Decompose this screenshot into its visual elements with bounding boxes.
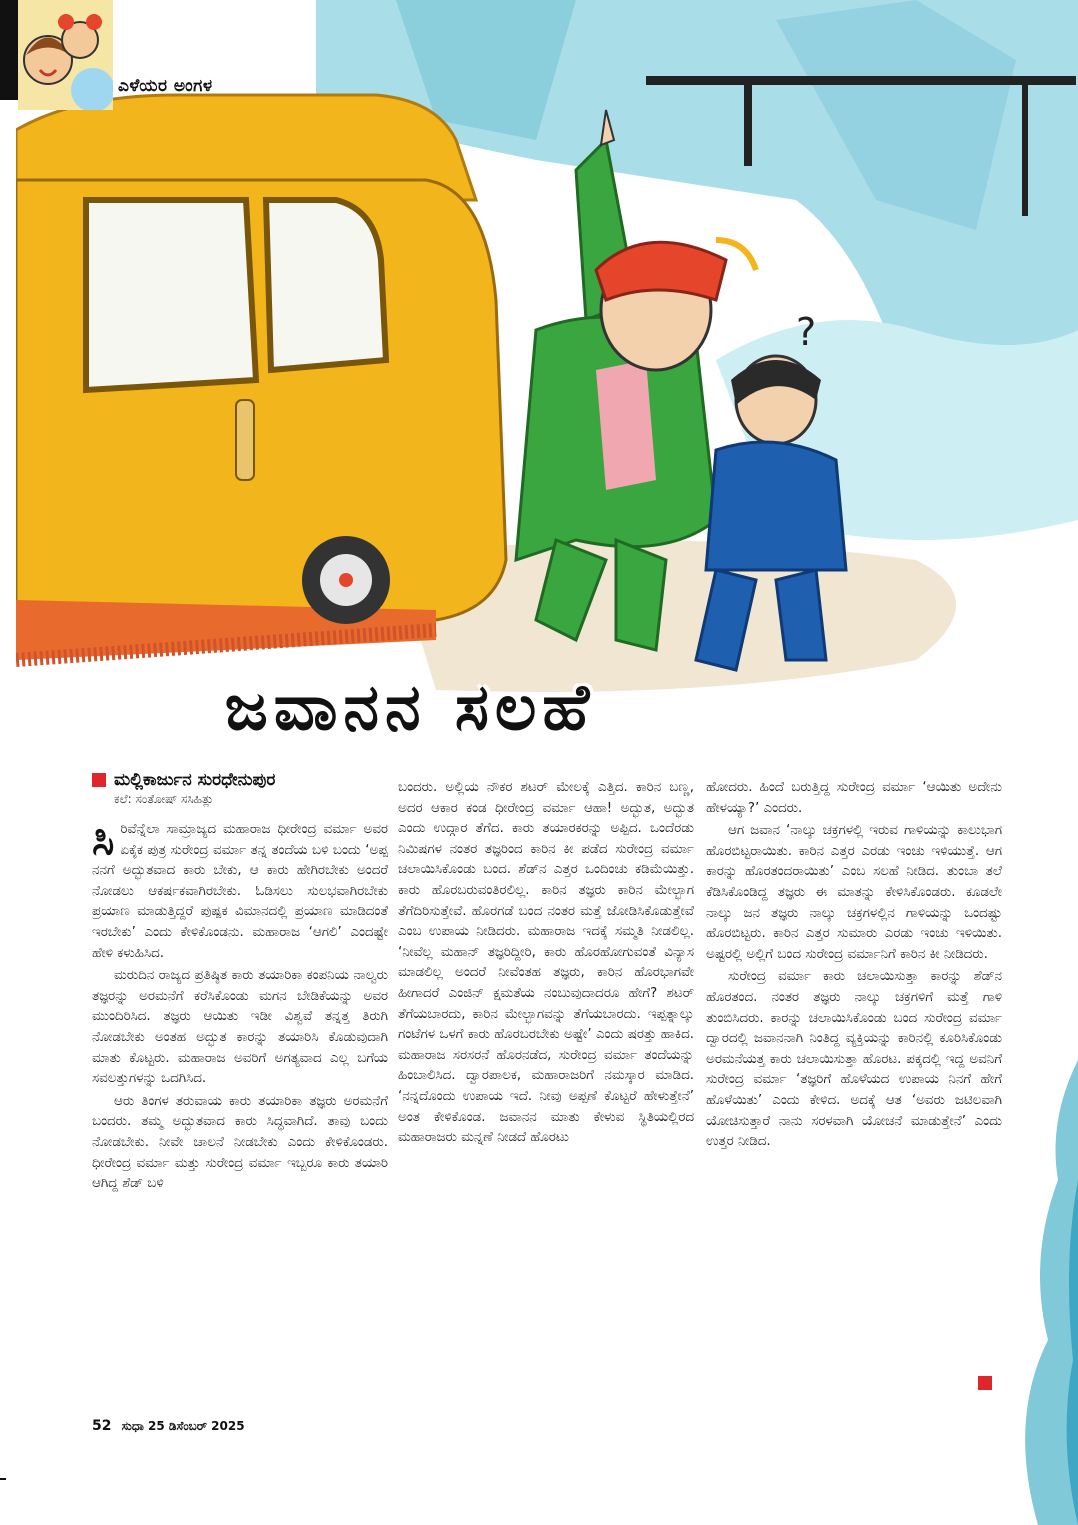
article-column-2	[398, 778, 694, 1151]
author-name: ಮಲ್ಲಿಕಾರ್ಜುನ ಸುರಧೇನುಪುರ	[114, 770, 276, 790]
byline-marker	[92, 773, 106, 787]
paragraph: ಮರುದಿನ ರಾಜ್ಯದ ಪ್ರತಿಷ್ಠಿತ ಕಾರು ತಯಾರಿಕಾ ಕಂಪನಿಯ ನಾಲ್ವರು ತಜ್ಞರನ್ನು ಅರಮನೆಗೆ ಕರೆಸಿಕೊಂಡು ಮಗನ ಬೇಡಿಕೆಯನ್ನು ಅವರ ಮುಂದಿರಿಸಿದ. ತಜ್ಞರು ಆಯಿತು ಇಡೀ ವಿಶ್ವವೆ ತನ್ನತ್ತ ತಿರುಗಿ ನೋಡಬೇಕು ಅಂತಹ ಅದ್ಭುತ ಕಾರನ್ನು ತಯಾರಿಸಿ ಕೊಡುವುದಾಗಿ ಮಾತು ಕೊಟ್ಟರು. ಮಹಾರಾಜ ಅವರಿಗೆ ಅಗತ್ಯವಾದ ಎಲ್ಲ ಬಗೆಯ ಸವಲತ್ತುಗಳನ್ನು ಒದಗಿಸಿದ.	[92, 968, 388, 1087]
article-column-1	[92, 815, 388, 1197]
art-credit: ಕಲೆ: ಸಂತೋಷ್ ಸಸಿಹಿತ್ಲು	[114, 792, 214, 806]
story-illustration	[16, 0, 1078, 745]
byline	[92, 770, 382, 807]
paragraph: ಹೋದರು. ಹಿಂದೆ ಬರುತ್ತಿದ್ದ ಸುರೇಂದ್ರ ವರ್ಮಾ ‘ಆಯಿತು ಅದೇನು ಹೇಳಯ್ಯಾ?’ ಎಂದರು.	[706, 780, 1002, 816]
crop-mark	[0, 1478, 6, 1480]
paragraph: ಸುರೇಂದ್ರ ವರ್ಮಾ ಕಾರು ಚಲಾಯಿಸುತ್ತಾ ಕಾರನ್ನು ಶೆಡ್‌ನ ಹೊರತಂದ. ನಂತರ ತಜ್ಞರು ನಾಲ್ಕು ಚಕ್ರಗಳಿಗೆ ಮತ್ತೆ ಗಾಳಿ ತುಂಬಿಸಿದರು. ಕಾರನ್ನು ಚಲಾಯಿಸಿಕೊಂಡು ಬಂದ ಸುರೇಂದ್ರ ವರ್ಮಾ ದ್ವಾರದಲ್ಲಿ ಜವಾನನಾಗಿ ನಿಂತಿದ್ದ ವ್ಯಕ್ತಿಯನ್ನು ಕಾರಿನಲ್ಲಿ ಕೂರಿಸಿಕೊಂಡು ಅರಮನೆಯತ್ತ ಕಾರು ಚಲಾಯಿಸುತ್ತಾ ಹೊರಟ. ಪಕ್ಕದಲ್ಲಿ ಇದ್ದ ಅವನಿಗೆ ಸುರೇಂದ್ರ ವರ್ಮಾ ‘ತಜ್ಞರಿಗೆ ಹೊಳೆಯದ ಉಪಾಯ ನಿನಗೆ ಹೇಗೆ ಹೊಳೆಯಿತು’ ಎಂದು ಕೇಳಿದ. ಅದಕ್ಕೆ ಆತ ‘ಅವರು ಜಟಿಲವಾಗಿ ಯೋಚಿಸುತ್ತಾರೆ ನಾನು ಸರಳವಾಗಿ ಯೋಚನೆ ಮಾಡುತ್ತೇನೆ’ ಎಂದು ಉತ್ತರ ನೀಡಿದ.	[706, 969, 1002, 1150]
page-footer	[92, 1418, 245, 1434]
story-title: ಜವಾನನ ಸಲಹೆ	[224, 670, 596, 745]
article-column-3	[706, 778, 1002, 1155]
kids-section-logo	[18, 0, 113, 110]
svg-text:?: ?	[796, 310, 817, 354]
paragraph	[92, 815, 388, 964]
corner-black-tab	[0, 0, 18, 100]
section-label: ಎಳೆಯರ ಅಂಗಳ	[118, 76, 213, 96]
drop-cap: ಸಿ	[92, 815, 115, 864]
paragraph-text: ರಿವೆನ್ನೆಲಾ ಸಾಮ್ರಾಜ್ಯದ ಮಹಾರಾಜ ಧೀರೇಂದ್ರ ವರ್ಮಾ ಅವರ ಏಕೈಕ ಪುತ್ರ ಸುರೇಂದ್ರ ವರ್ಮಾ ತನ್ನ ತಂದೆಯ ಬಳಿ ಬಂದು ‘ಅಪ್ಪ ನನಗೆ ಅದ್ಭುತವಾದ ಕಾರು ಬೇಕು, ಆ ಕಾರು ಹೇಗಿರಬೇಕು ಅಂದರೆ ನೋಡಲು ಆಕರ್ಷಕವಾಗಿರಬೇಕು. ಓಡಿಸಲು ಸುಲಭವಾಗಿರಬೇಕು ಪ್ರಯಾಣ ಮಾಡುತ್ತಿದ್ದರೆ ಪುಷ್ಪಕ ವಿಮಾನದಲ್ಲಿ ಪ್ರಯಾಣ ಮಾಡಿದಂತೆ ಇರಬೇಕು’ ಎಂದು ಕೇಳಿಕೊಂಡನು. ಮಹಾರಾಜ ‘ಆಗಲಿ’ ಎಂದಷ್ಟೇ ಹೇಳಿ ಕಳುಹಿಸಿದ.	[92, 822, 388, 961]
magazine-issue: ಸುಧಾ 25 ಡಿಸೆಂಬರ್ 2025	[121, 1419, 245, 1433]
page-number: 52	[92, 1418, 112, 1434]
paragraph: ಆರು ತಿಂಗಳ ತರುವಾಯ ಕಾರು ತಯಾರಿಕಾ ತಜ್ಞರು ಅರಮನೆಗೆ ಬಂದರು. ತಮ್ಮ ಅದ್ಭುತವಾದ ಕಾರು ಸಿದ್ಧವಾಗಿದೆ. ತಾವು ಬಂದು ನೋಡಬೇಕು. ನೀವೇ ಚಾಲನೆ ನೀಡಬೇಕು ಎಂದು ಕೇಳಿಕೊಂಡರು. ಧೀರೇಂದ್ರ ವರ್ಮಾ ಮತ್ತು ಸುರೇಂದ್ರ ವರ್ಮಾ ಇಬ್ಬರೂ ಕಾರು ತಯಾರಿ ಆಗಿದ್ದ ಶೆಡ್ ಬಳಿ	[92, 1093, 388, 1192]
page-edge-decoration	[988, 1060, 1078, 1525]
paragraph: ಬಂದರು. ಅಲ್ಲಿಯ ನೌಕರ ಶಟರ್ ಮೇಲಕ್ಕೆ ಎತ್ತಿದ. ಕಾರಿನ ಬಣ್ಣ, ಅದರ ಆಕಾರ ಕಂಡ ಧೀರೇಂದ್ರ ವರ್ಮಾ ಆಹಾ! ಅದ್ಭುತ, ಅದ್ಭುತ ಎಂದು ಉದ್ಗಾರ ತೆಗೆದ. ಕಾರು ತಯಾರಕರನ್ನು ಅಪ್ಪಿದ. ಒಂದೆರಡು ನಿಮಿಷಗಳ ನಂತರ ತಜ್ಞರಿಂದ ಕಾರಿನ ಕೀ ಪಡೆದ ಸುರೇಂದ್ರ ವರ್ಮಾ ಚಲಾಯಿಸಿಕೊಂಡು ಬಂದ. ಶೆಡ್‌ನ ಎತ್ತರ ಒಂದಿಂಚು ಕಡಿಮೆಯಿತ್ತು. ಕಾರು ಹೊರಬರುವಂತಿರಲಿಲ್ಲ. ಕಾರಿನ ತಜ್ಞರು ಕಾರಿನ ಮೇಲ್ಭಾಗ ತೆಗೆದಿರಿಸುತ್ತೇವೆ. ಹೊರಗಡೆ ಬಂದ ನಂತರ ಮತ್ತೆ ಜೋಡಿಸಿಕೊಡುತ್ತೇವೆ ಎಂಬ ಉಪಾಯ ನೀಡಿದರು. ಮಹಾರಾಜ ಇದಕ್ಕೆ ಸಮ್ಮತಿ ನೀಡಲಿಲ್ಲ. ‘ನೀವೆಲ್ಲ ಮಹಾನ್ ತಜ್ಞರಿದ್ದೀರಿ, ಕಾರು ಹೊರಹೋಗುವಂತೆ ವಿನ್ಯಾಸ ಮಾಡಲಿಲ್ಲ ಅಂದರೆ ನೀವೆಂತಹ ತಜ್ಞರು, ಕಾರಿನ ಹೊರಭಾಗವೇ ಹೀಗಾದರೆ ಎಂಜಿನ್ ಕ್ಷಮತೆಯ ನಂಬುವುದಾದರೂ ಹೇಗೆ? ಶಟರ್ ತೆಗೆಯಬಾರದು, ಕಾರಿನ ಮೇಲ್ಭಾಗವನ್ನು ತೆಗೆಯಬಾರದು. ಇಪ್ಪತ್ನಾಲ್ಕು ಗಂಟೆಗಳ ಒಳಗೆ ಕಾರು ಹೊರಬರಬೇಕು ಅಷ್ಟೇ’ ಎಂದು ಷರತ್ತು ಹಾಕಿದ. ಮಹಾರಾಜ ಸರಸರನೆ ಹೊರನಡೆದ, ಸುರೇಂದ್ರ ವರ್ಮಾ ತಂದೆಯನ್ನು ಹಿಂಬಾಲಿಸಿದ. ದ್ವಾರಪಾಲಕ, ಮಹಾರಾಜರಿಗೆ ನಮಸ್ಕಾರ ಮಾಡಿದ. ‘ನನ್ನದೊಂದು ಉಪಾಯ ಇದೆ. ನೀವು ಅಪ್ಪಣೆ ಕೊಟ್ಟರೆ ಹೇಳುತ್ತೇನೆ’ ಅಂತ ಕೇಳಿಕೊಂಡ. ಜವಾನನ ಮಾತು ಕೇಳುವ ಸ್ಥಿತಿಯಲ್ಲಿರದ ಮಹಾರಾಜರು ಮನ್ನಣೆ ನೀಡದೆ ಹೊರಟು	[398, 780, 694, 1146]
paragraph: ಆಗ ಜವಾನ ‘ನಾಲ್ಕು ಚಕ್ರಗಳಲ್ಲಿ ಇರುವ ಗಾಳಿಯನ್ನು ಕಾಲುಭಾಗ ಹೊರಬಿಟ್ಟರಾಯಿತು. ಕಾರಿನ ಎತ್ತರ ಎರಡು ಇಂಚು ಇಳಿಯುತ್ತೆ. ಆಗ ಕಾರನ್ನು ಹೊರತಂದರಾಯಿತು’ ಎಂಬ ಸಲಹೆ ನೀಡಿದ. ತುಂಬಾ ತಲೆ ಕೆಡಿಸಿಕೊಂಡಿದ್ದ ತಜ್ಞರು ಈ ಮಾತನ್ನು ಕೇಳಿಸಿಕೊಂಡರು. ಕೂಡಲೇ ನಾಲ್ಕು ಜನ ತಜ್ಞರು ನಾಲ್ಕು ಚಕ್ರಗಳಲ್ಲಿನ ಗಾಳಿಯನ್ನು ಒಂದಷ್ಟು ಹೊರಬಿಟ್ಟರು. ಕಾರಿನ ಎತ್ತರ ಸುಮಾರು ಎರಡು ಇಂಚು ಇಳಿಯಿತು. ಅಷ್ಟರಲ್ಲಿ ಅಲ್ಲಿಗೆ ಬಂದ ಸುರೇಂದ್ರ ವರ್ಮಾನಿಗೆ ಕಾರಿನ ಕೀ ನೀಡಿದರು.	[706, 823, 1002, 962]
